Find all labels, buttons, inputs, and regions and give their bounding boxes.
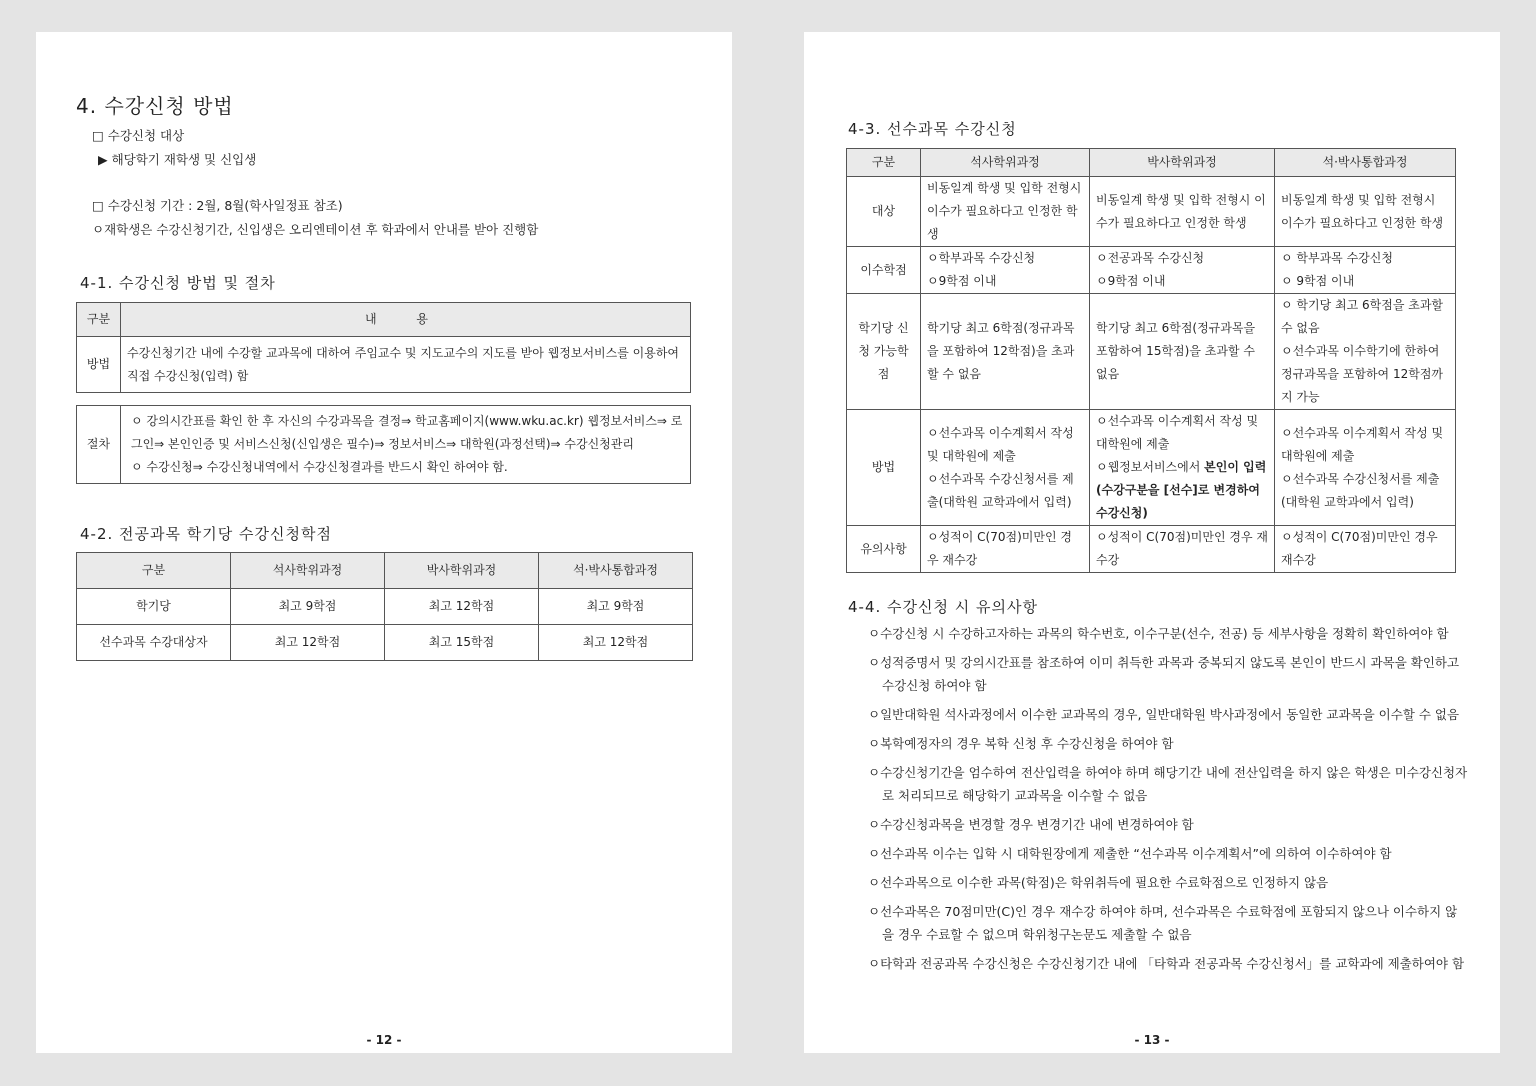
table-cell: ㅇ성적이 C(70점)미만인 경우 재수강 xyxy=(1090,526,1275,573)
table-row xyxy=(847,410,1456,526)
table-cell-line: ㅇ선수과목 수강신청서를 제출(대학원 교학과에서 입력) xyxy=(927,471,1074,509)
period-note: ㅇ재학생은 수강신청기간, 신입생은 오리엔테이션 후 학과에서 안내를 받아 진행함 xyxy=(92,222,539,237)
table-row xyxy=(847,294,1456,410)
table-row xyxy=(847,247,1456,294)
list-item: ㅇ선수과목 이수는 입학 시 대학원장에게 제출한 “선수과목 이수계획서”에 의하여 이수하여야 함 xyxy=(868,846,1392,861)
row-label: 대상 xyxy=(847,177,921,247)
table-row xyxy=(77,589,693,625)
credits-header: 구분 xyxy=(77,553,231,589)
table-cell-line: ㅇ 학기당 최고 6학점을 초과할 수 없음 xyxy=(1281,298,1443,335)
prereq-header: 박사학위과정 xyxy=(1090,149,1275,177)
period-heading: □ 수강신청 기간 : 2월, 8월(학사일정표 참조) xyxy=(92,198,343,213)
section-4-3-title: 4-3. 선수과목 수강신청 xyxy=(848,120,1017,138)
table-cell-text: ㅇ웹정보서비스에서 xyxy=(1096,460,1205,474)
row-label: 유의사항 xyxy=(847,526,921,573)
table-row xyxy=(847,526,1456,573)
table-cell: ㅇ성적이 C(70점)미만인 경우 재수강 xyxy=(1275,526,1456,573)
table-cell: 최고 9학점 xyxy=(539,589,693,625)
method-label: 방법 xyxy=(77,337,121,393)
table-cell: 비동일계 학생 및 입학 전형시 이수가 필요하다고 인정한 학생 xyxy=(1275,177,1456,247)
list-item: ㅇ수강신청기간을 엄수하여 전산입력을 하여야 하며 해당기간 내에 전산입력을 하지 않은 학생은 미수강신청자로 처리되므로 해당학기 교과목을 이수할 수 없음 xyxy=(868,765,1468,803)
table-cell-line: ㅇ 9학점 이내 xyxy=(1281,274,1355,288)
list-item: ㅇ선수과목으로 이수한 과목(학점)은 학위취득에 필요한 수료학점으로 인정하지 않음 xyxy=(868,875,1329,890)
table-cell-line: ㅇ 학부과목 수강신청 xyxy=(1281,251,1393,265)
section-4-4-title: 4-4. 수강신청 시 유의사항 xyxy=(848,598,1038,616)
content-header: 내 용 xyxy=(121,303,691,337)
section-4-1-title: 4-1. 수강신청 방법 및 절차 xyxy=(80,274,276,292)
prereq-header: 석·박사통합과정 xyxy=(1275,149,1456,177)
credits-header: 박사학위과정 xyxy=(385,553,539,589)
row-label: 학기당 신청 가능학점 xyxy=(847,294,921,410)
target-item: ▶ 해당학기 재학생 및 신입생 xyxy=(98,152,257,167)
prereq-header: 석사학위과정 xyxy=(921,149,1090,177)
page-title: 4. 수강신청 방법 xyxy=(76,94,234,118)
table-cell-line: ㅇ선수과목 수강신청서를 제출(대학원 교학과에서 입력) xyxy=(1281,471,1440,509)
page-13 xyxy=(804,32,1500,1053)
list-item: ㅇ수강신청과목을 변경할 경우 변경기간 내에 변경하여야 함 xyxy=(868,817,1194,832)
list-item: ㅇ일반대학원 석사과정에서 이수한 교과목의 경우, 일반대학원 박사과정에서 동일한 교과목을 이수할 수 없음 xyxy=(868,707,1460,722)
credits-table xyxy=(76,552,693,661)
table-cell-line: ㅇ9학점 이내 xyxy=(1096,274,1166,288)
procedure-table xyxy=(76,405,691,484)
table-cell-line: ㅇ선수과목 이수계획서 작성 및 대학원에 제출 xyxy=(1096,414,1259,451)
notes-list xyxy=(868,622,1468,981)
table-cell: 선수과목 수강대상자 xyxy=(77,625,231,661)
table-cell: 최고 12학점 xyxy=(385,589,539,625)
table-cell-line: ㅇ선수과목 이수계획서 작성 및 대학원에 제출 xyxy=(1281,425,1444,463)
procedure-line-2: ㅇ 수강신청⇒ 수강신청내역에서 수강신청결과를 반드시 확인 하여야 함. xyxy=(131,460,508,474)
procedure-label: 절차 xyxy=(77,406,121,484)
table-cell: ㅇ성적이 C(70점)미만인 경우 재수강 xyxy=(921,526,1090,573)
table-cell: 최고 12학점 xyxy=(231,625,385,661)
table-cell: 최고 15학점 xyxy=(385,625,539,661)
prerequisite-table xyxy=(846,148,1456,573)
table-cell: 비동일계 학생 및 입학 전형시 이수가 필요하다고 인정한 학생 xyxy=(1090,177,1275,247)
table-cell-line: ㅇ선수과목 이수계획서 작성 및 대학원에 제출 xyxy=(927,425,1074,463)
page-number: - 13 - xyxy=(1134,1033,1170,1047)
row-label: 이수학점 xyxy=(847,247,921,294)
credits-header: 석·박사통합과정 xyxy=(539,553,693,589)
table-cell-line: ㅇ전공과목 수강신청 xyxy=(1096,251,1205,265)
list-item: ㅇ타학과 전공과목 수강신청은 수강신청기간 내에 「타학과 전공과목 수강신청서」를 교학과에 제출하여야 함 xyxy=(868,956,1465,971)
list-item: ㅇ성적증명서 및 강의시간표를 참조하여 이미 취득한 과목과 중복되지 않도록 본인이 반드시 과목을 확인하고 수강신청 하여야 함 xyxy=(868,655,1460,693)
table-row xyxy=(77,625,693,661)
table-cell: 비동일계 학생 및 입학 전형시 이수가 필요하다고 인정한 학생 xyxy=(921,177,1090,247)
table-row xyxy=(847,177,1456,247)
procedure-line-1: ㅇ 강의시간표를 확인 한 후 자신의 수강과목을 결정⇒ 학교홈페이지(www.wku.ac.kr) 웹정보서비스⇒ 로그인⇒ 본인인증 및 서비스신청(신입생은 필수)⇒ 정보서비스⇒ 대학원(과정선택)⇒ 수강신청관리 xyxy=(131,414,683,451)
list-item: ㅇ수강신청 시 수강하고자하는 과목의 학수번호, 이수구분(선수, 전공) 등 세부사항을 정확히 확인하여야 함 xyxy=(868,626,1449,641)
table-cell: 학기당 최고 6학점(정규과목을 포함하여 15학점)을 초과할 수 없음 xyxy=(1090,294,1275,410)
method-text: 수강신청기간 내에 수강할 교과목에 대하여 주임교수 및 지도교수의 지도를 받아 웹정보서비스를 이용하여 직접 수강신청(입력) 함 xyxy=(121,337,691,393)
section-4-2-title: 4-2. 전공과목 학기당 수강신청학점 xyxy=(80,525,332,543)
table-cell: 학기당 xyxy=(77,589,231,625)
table-cell: 학기당 최고 6학점(정규과목을 포함하여 12학점)을 초과할 수 없음 xyxy=(921,294,1090,410)
list-item: ㅇ선수과목은 70점미만(C)인 경우 재수강 하여야 하며, 선수과목은 수료학점에 포함되지 않으나 이수하지 않을 경우 수료할 수 없으며 학위청구논문도 제출할 수 없음 xyxy=(868,904,1458,942)
emphasis-text: 본인이 입력(수강구분을 [선수]로 변경하여 수강신청) xyxy=(1096,460,1267,520)
page-number: - 12 - xyxy=(366,1033,402,1047)
list-item: ㅇ복학예정자의 경우 복학 신청 후 수강신청을 하여야 함 xyxy=(868,736,1174,751)
col-header: 구분 xyxy=(77,303,121,337)
row-label: 방법 xyxy=(847,410,921,526)
table-cell-line: ㅇ9학점 이내 xyxy=(927,274,997,288)
credits-header: 석사학위과정 xyxy=(231,553,385,589)
method-table xyxy=(76,302,691,393)
table-cell-line: ㅇ학부과목 수강신청 xyxy=(927,251,1036,265)
table-cell: 최고 12학점 xyxy=(539,625,693,661)
target-heading: □ 수강신청 대상 xyxy=(92,128,185,143)
table-cell: 최고 9학점 xyxy=(231,589,385,625)
table-cell-line: ㅇ선수과목 이수학기에 한하여 정규과목을 포함하여 12학점까지 가능 xyxy=(1281,344,1444,404)
prereq-header: 구분 xyxy=(847,149,921,177)
page-12 xyxy=(36,32,732,1053)
